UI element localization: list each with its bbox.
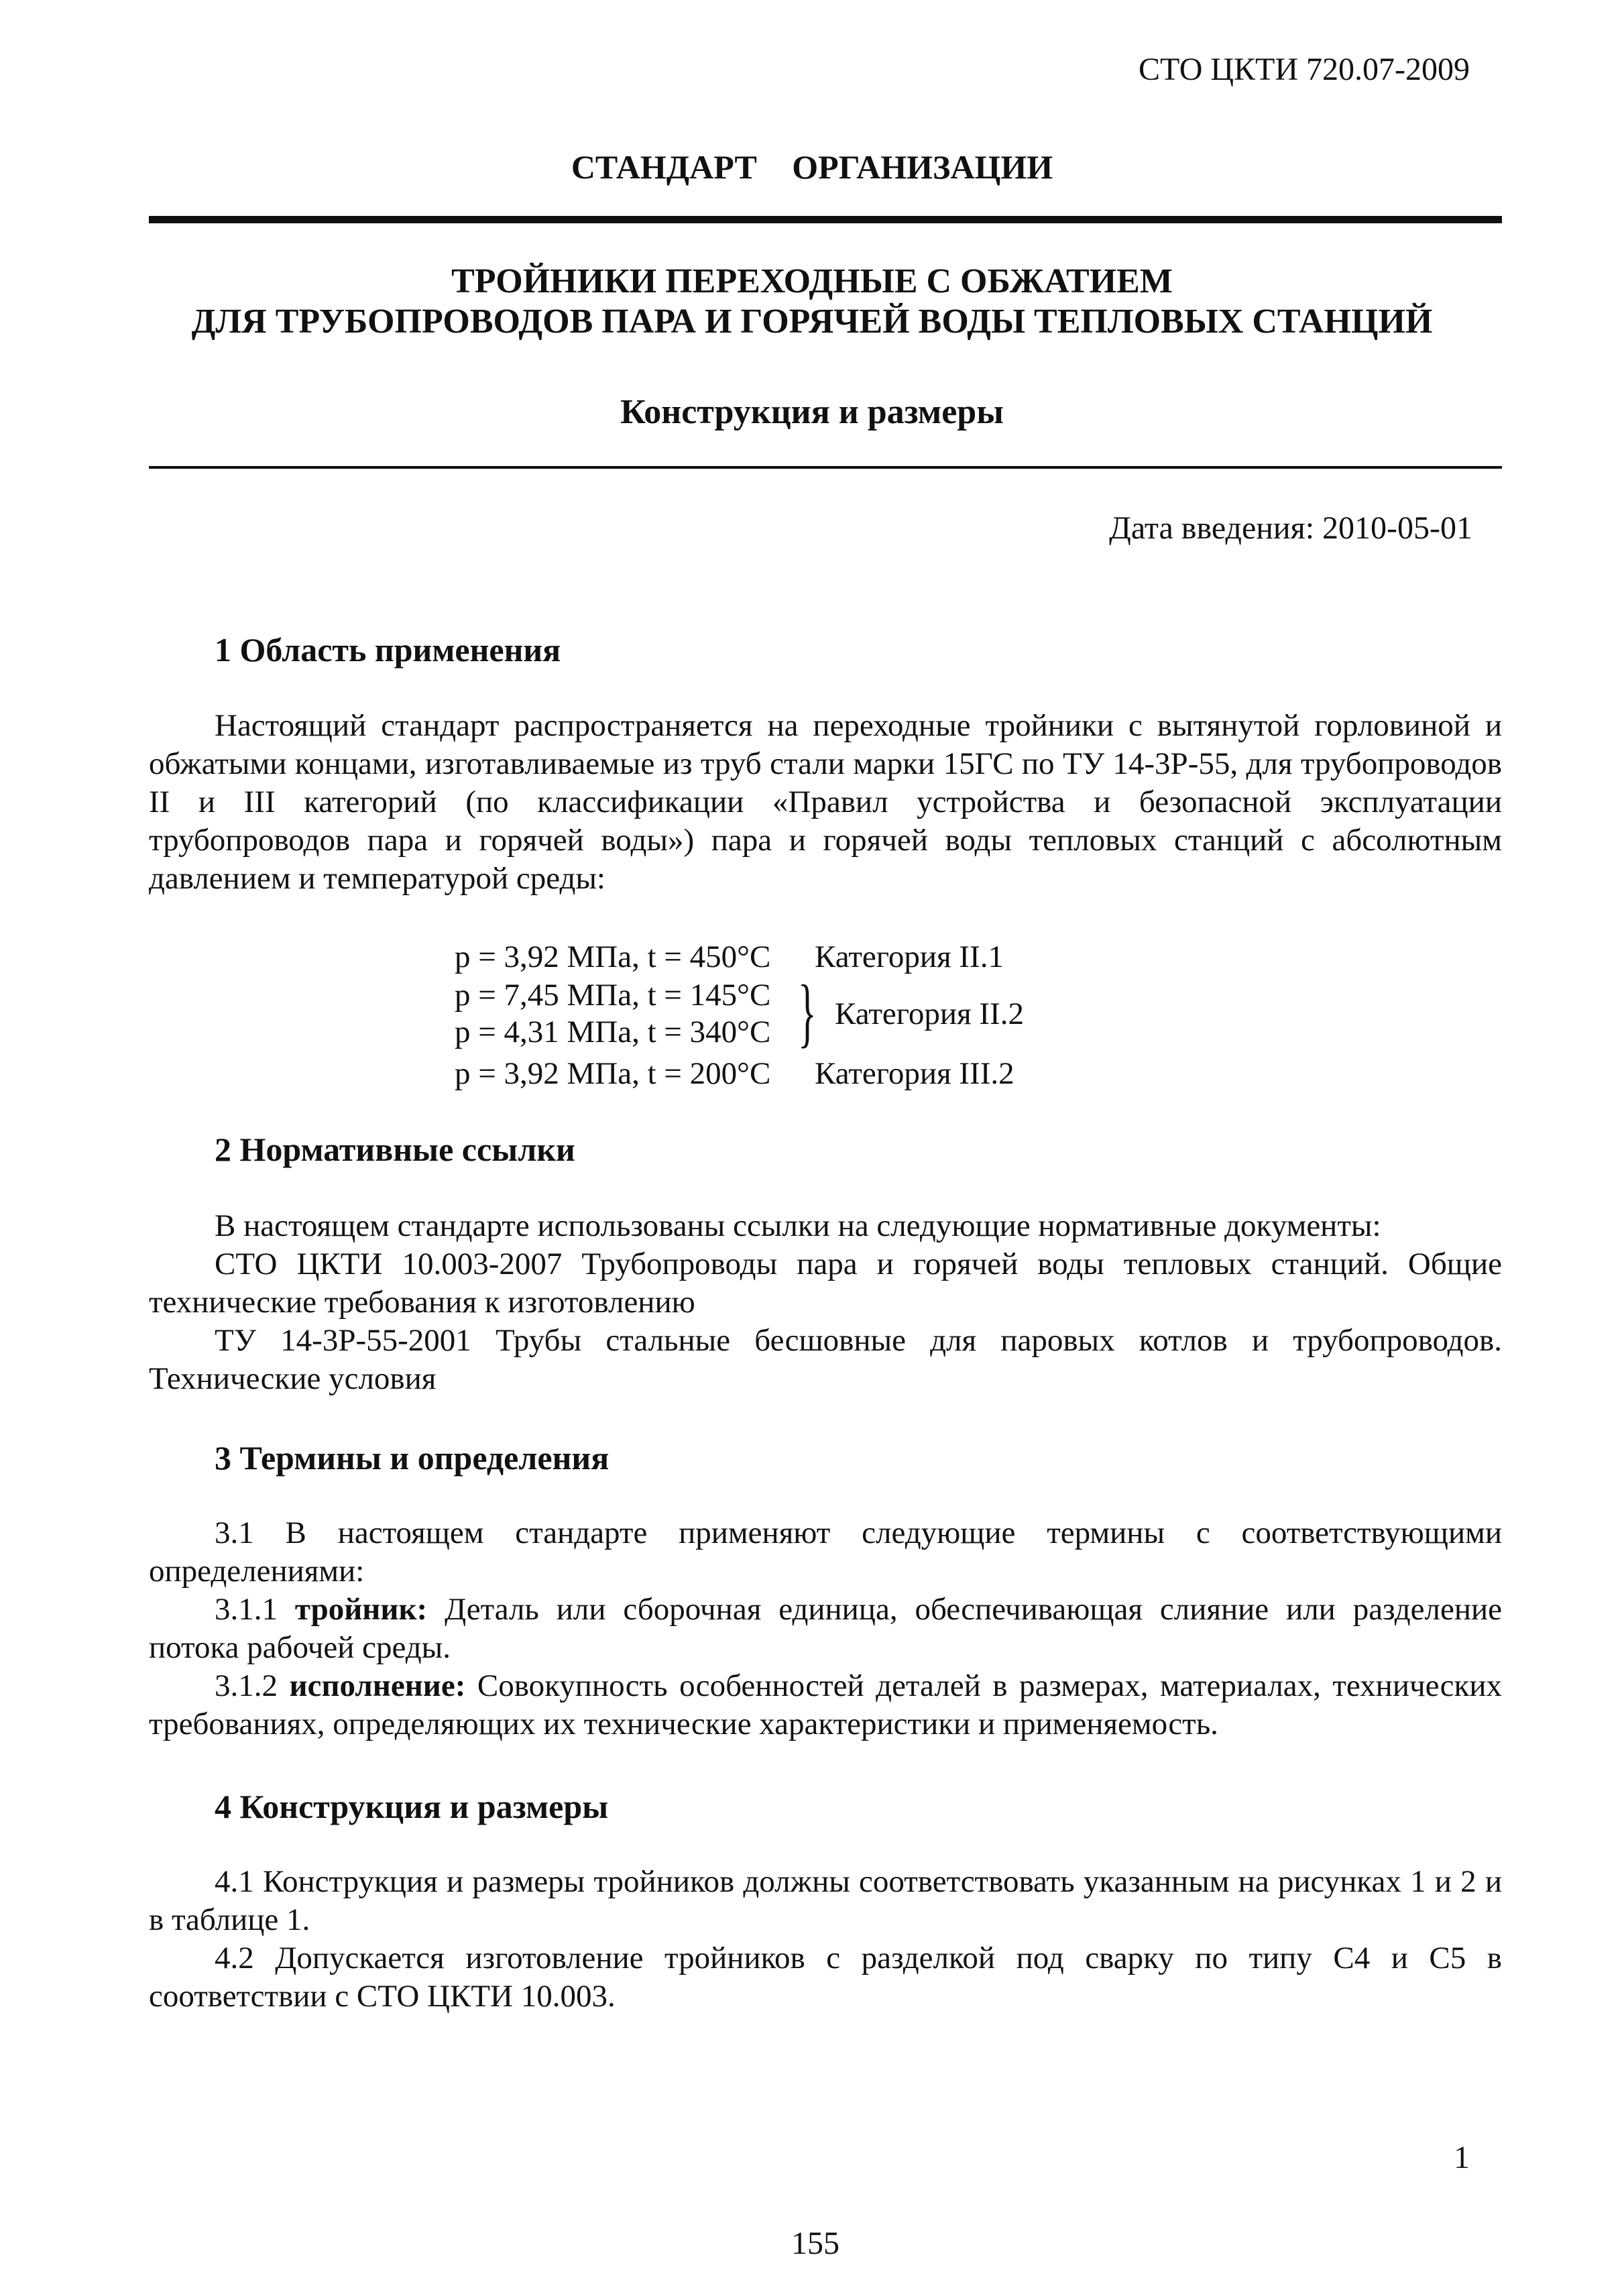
- category-brace: }: [798, 970, 817, 1055]
- document-title-line1: ТРОЙНИКИ ПЕРЕХОДНЫЕ С ОБЖАТИЕМ: [451, 262, 1173, 300]
- term-tee: [149, 1591, 1502, 1667]
- term-version: [149, 1667, 1502, 1743]
- section3-heading: 3 Термины и определения: [215, 1439, 610, 1477]
- section2-p2: СТО ЦКТИ 10.003-2007 Трубопроводы пара и горячей воды тепловых станций. Общие технические требования к изготовлению: [149, 1247, 1502, 1320]
- formula-1-category: Категория II.1: [815, 939, 1004, 974]
- document-subtitle: Конструкция и размеры: [620, 393, 1004, 431]
- section1-paragraph: Настоящий стандарт распространяется на переходные тройники с вытянутой горловиной и обжатыми концами, изготавливаемые из труб стали марки 15ГС по ТУ 14-3Р-55, для трубопроводов II и III категорий (по классификации «Правил устройства и безопасной эксплуатации трубопроводов пара и горячей воды») пара и горячей воды тепловых станций с абсолютным давлением и температурой среды:: [149, 708, 1502, 896]
- section2-p1: В настоящем стандарте использованы ссылки на следующие нормативные документы:: [215, 1208, 1381, 1243]
- formula-3: p = 4,31 МПа, t = 340°C: [455, 1015, 771, 1049]
- section4-heading: 4 Конструкция и размеры: [215, 1788, 609, 1825]
- title-rule-bottom: [149, 466, 1502, 469]
- section2-p3: ТУ 14-3Р-55-2001 Трубы стальные бесшовные для паровых котлов и трубопроводов. Технические условия: [149, 1323, 1502, 1396]
- document-title-line2: ДЛЯ ТРУБОПРОВОДОВ ПАРА И ГОРЯЧЕЙ ВОДЫ ТЕПЛОВЫХ СТАНЦИЙ: [191, 302, 1433, 341]
- sheet-number: 1: [1454, 2140, 1470, 2175]
- intro-date: Дата введения: 2010-05-01: [1109, 510, 1472, 546]
- term-tee-number: 3.1.1: [215, 1592, 278, 1627]
- formula-2: p = 7,45 МПа, t = 145°C: [455, 978, 771, 1013]
- standard-code: СТО ЦКТИ 720.07-2009: [1138, 52, 1470, 87]
- section4-p2: 4.2 Допускается изготовление тройников с разделкой под сварку по типу С4 и С5 в соответствии с СТО ЦКТИ 10.003.: [149, 1941, 1502, 2014]
- org-title: СТАНДАРТ ОРГАНИЗАЦИИ: [571, 148, 1053, 186]
- section3-p1: 3.1 В настоящем стандарте применяют следующие термины с соответствующими определениями:: [149, 1515, 1502, 1589]
- term-version-definition: Совокупность особенностей деталей в размерах, материалах, технических требованиях, определяющих их технические характеристики и применяемость.: [149, 1668, 1502, 1741]
- term-tee-name: тройник:: [294, 1592, 428, 1627]
- term-version-number: 3.1.2: [215, 1668, 278, 1703]
- term-version-name: исполнение:: [289, 1668, 466, 1703]
- formula-4-category: Категория III.2: [815, 1056, 1014, 1091]
- formula-4: p = 3,92 МПа, t = 200°C: [455, 1056, 771, 1091]
- section1-heading: 1 Область применения: [215, 631, 561, 669]
- page-number: 155: [791, 2226, 839, 2261]
- section4-p1: 4.1 Конструкция и размеры тройников должны соответствовать указанным на рисунках 1 и 2 и в таблице 1.: [149, 1864, 1502, 1937]
- section2-heading: 2 Нормативные ссылки: [215, 1131, 575, 1168]
- formula-1: p = 3,92 МПа, t = 450°C: [455, 939, 771, 974]
- group-category: Категория II.2: [835, 996, 1024, 1031]
- term-tee-definition: Деталь или сборочная единица, обеспечивающая слияние или разделение потока рабочей среды.: [149, 1592, 1503, 1665]
- title-rule-top: [149, 216, 1502, 223]
